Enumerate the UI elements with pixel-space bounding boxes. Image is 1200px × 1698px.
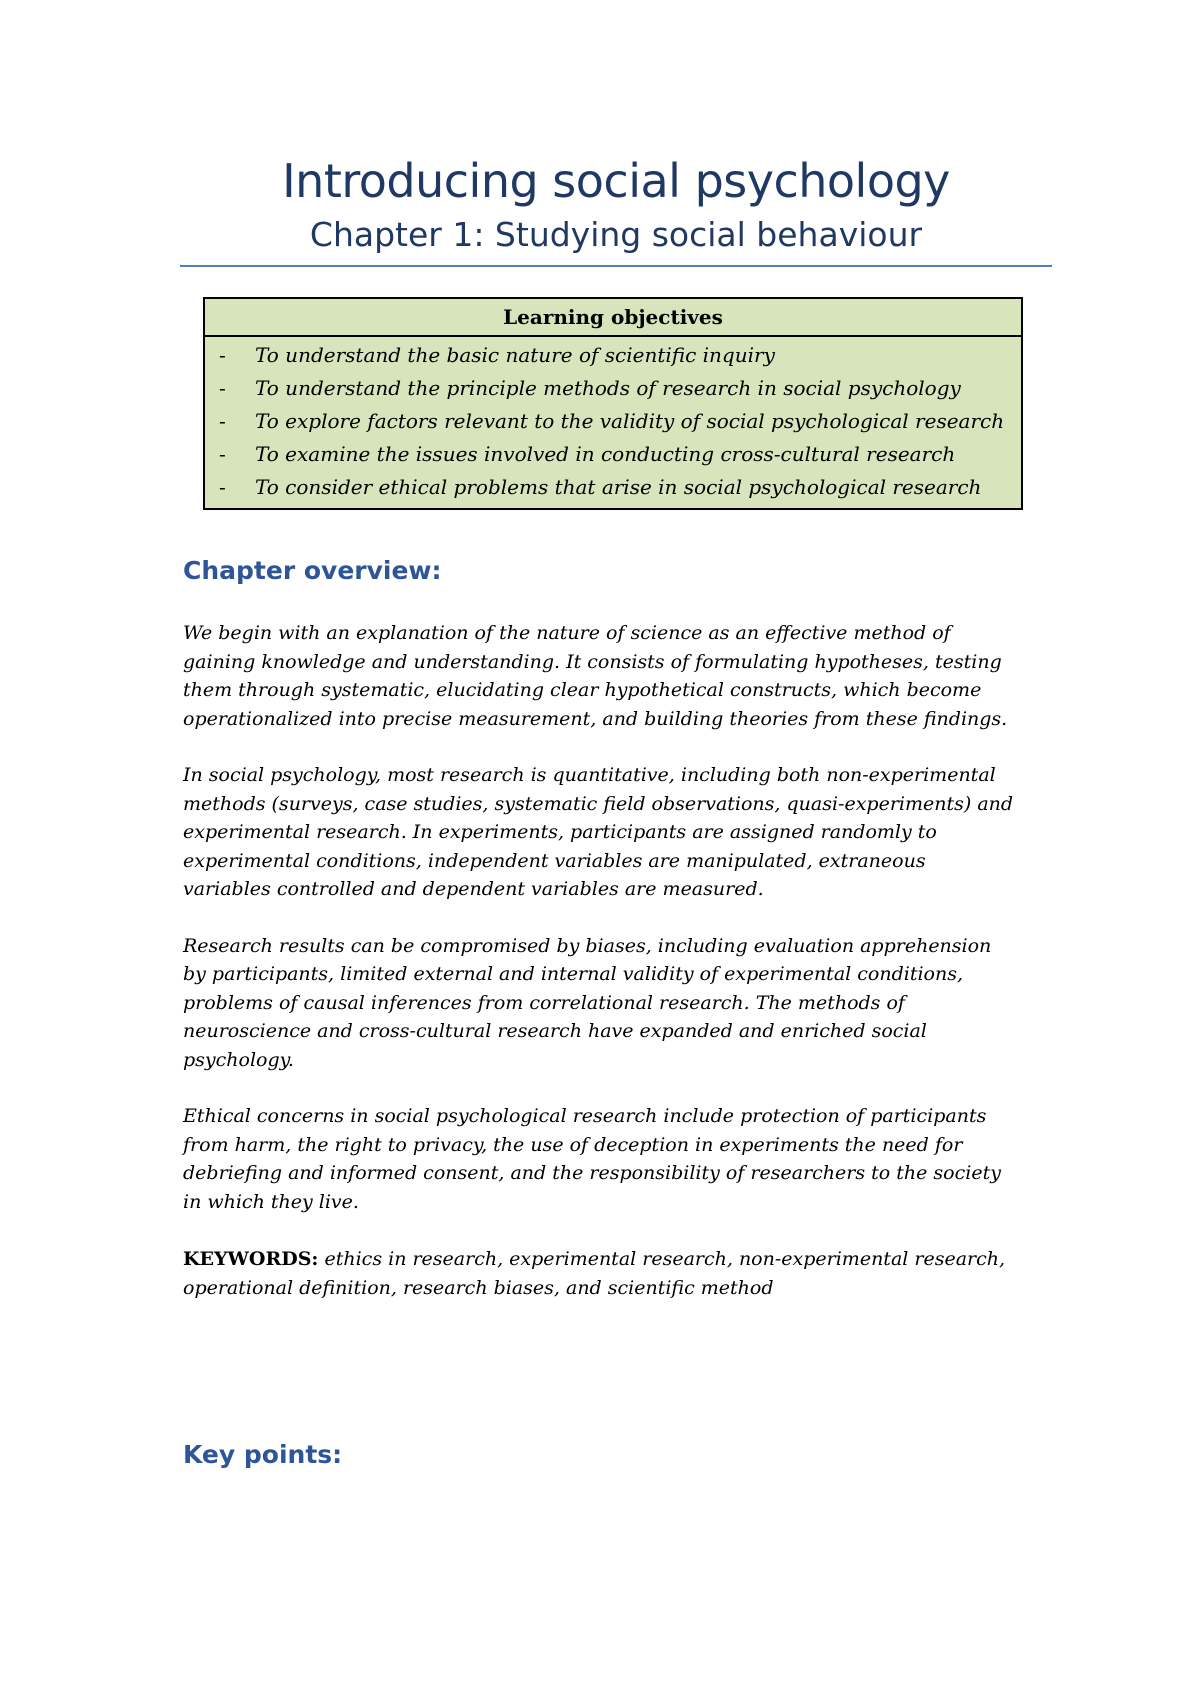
- key-points-heading: Key points:: [183, 1440, 343, 1469]
- learning-objective-text: To understand the principle methods of research in social psychology: [255, 376, 961, 400]
- learning-objective-item: [205, 471, 1021, 504]
- learning-objective-text: To examine the issues involved in conducting cross-cultural research: [255, 442, 956, 466]
- learning-objective-text: To understand the basic nature of scientific inquiry: [255, 343, 775, 367]
- overview-paragraph: Ethical concerns in social psychological research include protection of participants from harm, the right to privacy, the use of deception in experiments the need for debriefing and informed consent, and the responsibility of researchers to the society in which they live.: [183, 1105, 1001, 1213]
- learning-objective-text: To consider ethical problems that arise in social psychological research: [255, 475, 982, 499]
- title-block: [180, 150, 1052, 258]
- learning-objective-item: [205, 405, 1021, 438]
- overview-paragraph: In social psychology, most research is quantitative, including both non-experimental methods (surveys, case studies, systematic field observations, quasi-experiments) and experimental research. In experiments, participants are assigned randomly to experimental conditions, independent variables are manipulated, extraneous variables controlled and dependent variables are measured.: [183, 764, 1014, 900]
- keywords-line: [183, 1245, 1043, 1302]
- learning-objective-item: [205, 339, 1021, 372]
- learning-objectives-box: [203, 297, 1023, 510]
- learning-objective-item: [205, 372, 1021, 405]
- overview-paragraph: Research results can be compromised by biases, including evaluation apprehension by participants, limited external and internal validity of experimental conditions, problems of causal inferences from correlational research. The methods of neuroscience and cross-cultural research have expanded and enriched social psychology.: [183, 934, 992, 1071]
- bullet-dash: -: [219, 475, 226, 499]
- learning-objectives-list: [205, 337, 1021, 508]
- document-title: Introducing social psychology: [282, 154, 950, 208]
- chapter-overview-body: [183, 619, 1043, 1244]
- learning-objective-text: To explore factors relevant to the validity of social psychological research: [255, 409, 1005, 433]
- keywords-text: ethics in research, experimental research, non-experimental research, operational definition, research biases, and scientific method: [183, 1248, 1006, 1299]
- overview-paragraph: We begin with an explanation of the nature of science as an effective method of gaining knowledge and understanding. It consists of formulating hypotheses, testing them through systematic, elucidating clear hypothetical constructs, which become operationalized into precise measurement, and building theories from these findings.: [183, 622, 1008, 730]
- bullet-dash: -: [219, 442, 226, 466]
- learning-objectives-header: Learning objectives: [205, 299, 1021, 337]
- keywords-label: KEYWORDS:: [183, 1248, 319, 1270]
- title-divider: [180, 265, 1052, 267]
- document-subtitle: Chapter 1: Studying social behaviour: [309, 215, 923, 254]
- bullet-dash: -: [219, 376, 226, 400]
- learning-objective-item: [205, 438, 1021, 471]
- chapter-overview-heading: Chapter overview:: [183, 556, 442, 585]
- bullet-dash: -: [219, 343, 226, 367]
- bullet-dash: -: [219, 409, 226, 433]
